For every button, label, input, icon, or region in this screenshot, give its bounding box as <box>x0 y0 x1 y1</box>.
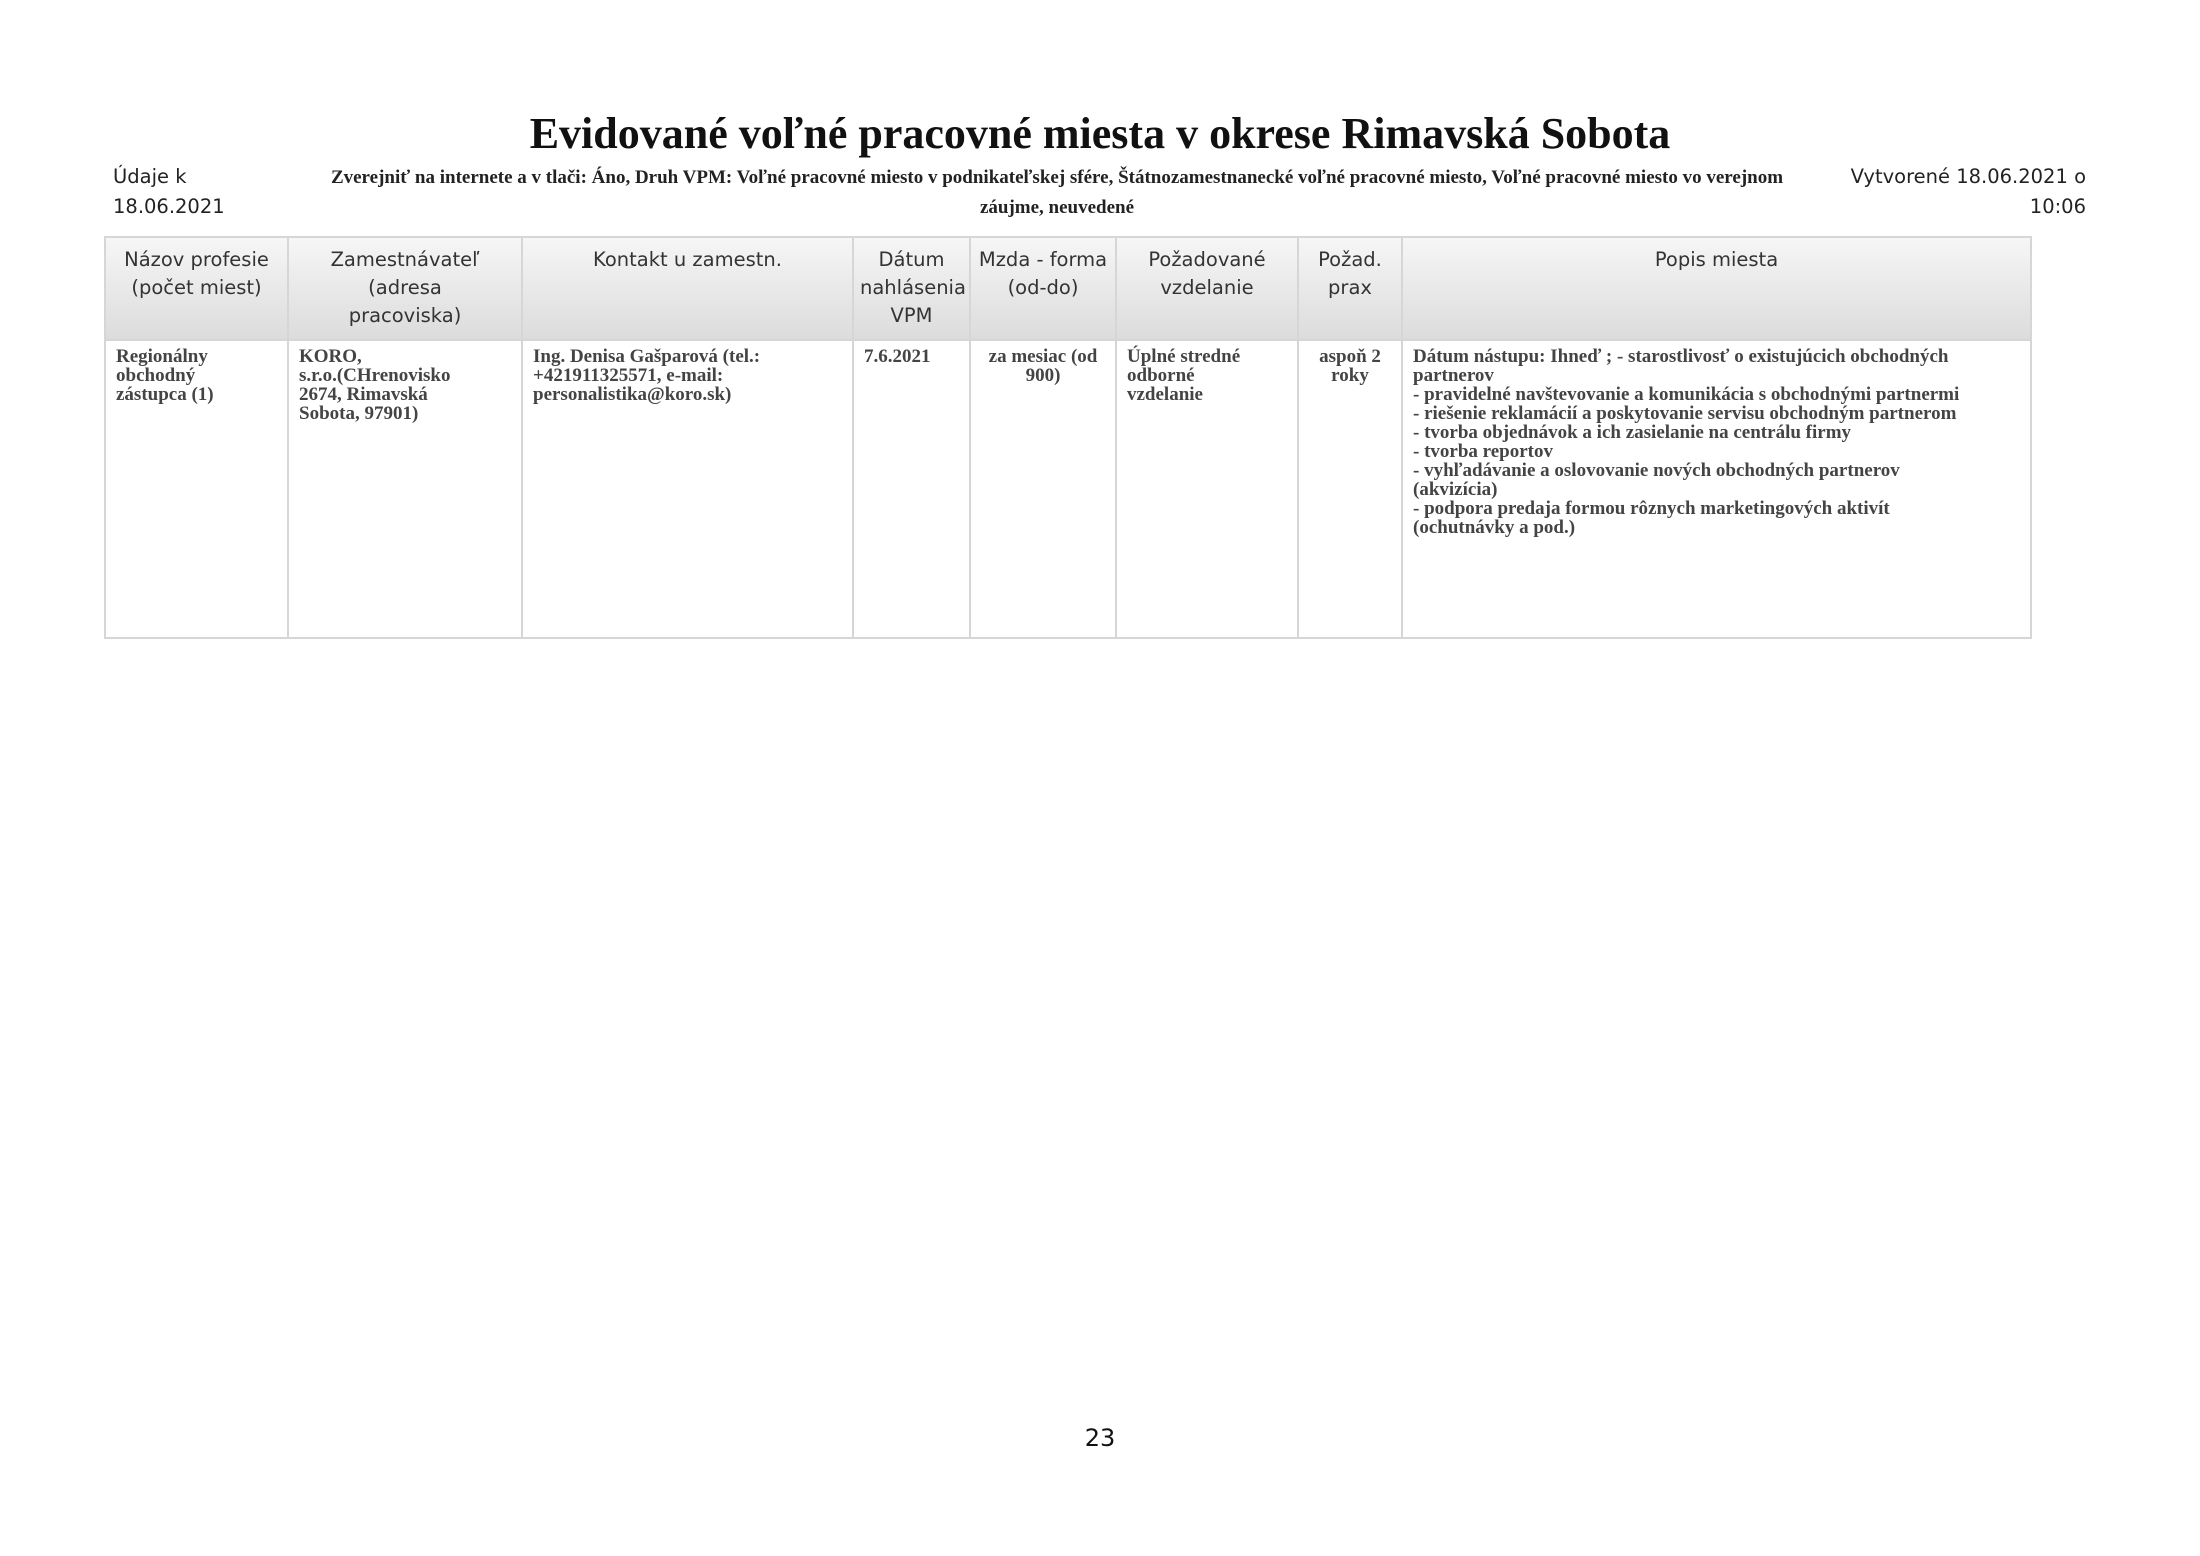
header-text: vzdelanie <box>1160 276 1254 299</box>
header-text: Požadované <box>1148 248 1266 271</box>
filter-line: Zverejniť na internete a v tlači: Áno, Druh VPM: Voľné pracovné miesto v podnikateľskej sfére, Štátnozamestnanecké voľné pracovné miesto, Voľné pracovné miesto vo verejnom <box>330 167 1784 188</box>
header-text: Zamestnávateľ (adresa <box>330 248 480 299</box>
header-text: Popis miesta <box>1654 248 1779 271</box>
cell-mzda <box>970 340 1116 638</box>
header-text: Dátum <box>878 248 945 271</box>
cell-zamestnavatel <box>288 340 522 638</box>
header-text: (počet miest) <box>131 276 262 299</box>
popis-line: - vyhľadávanie a oslovovanie nových obchodných partnerov <box>1413 460 1900 481</box>
created-line: 10:06 <box>2029 195 2086 218</box>
cell-vzdelanie <box>1116 340 1298 638</box>
cell-popis <box>1402 340 2031 638</box>
popis-line: (ochutnávky a pod.) <box>1413 517 1576 538</box>
cell-text: zástupca (1) <box>116 384 214 405</box>
cell-text: Ing. Denisa Gašparová (tel.: <box>533 346 761 367</box>
cell-text: za mesiac (od <box>988 346 1098 367</box>
header-text: nahlásenia <box>860 276 966 299</box>
page-number: 23 <box>1084 1424 1116 1452</box>
header-text: Mzda - forma <box>978 248 1108 271</box>
data-as-of <box>113 162 273 222</box>
popis-line: - tvorba reportov <box>1413 441 1554 462</box>
table-row <box>105 340 2031 638</box>
header-vzdelanie <box>1116 237 1298 340</box>
cell-text: 7.6.2021 <box>864 346 931 367</box>
cell-text: roky <box>1331 365 1369 386</box>
popis-line: partnerov <box>1413 365 1494 386</box>
cell-text: +421911325571, e-mail: <box>533 365 724 386</box>
header-text: Požad. <box>1318 248 1382 271</box>
header-kontakt <box>522 237 853 340</box>
popis-line: - podpora predaja formou rôznych marketingových aktivít <box>1413 498 1890 519</box>
cell-text: Regionálny <box>116 346 208 367</box>
header-profesia <box>105 237 288 340</box>
data-as-of-date: 18.06.2021 <box>113 195 225 218</box>
header-text: Názov profesie <box>124 248 269 271</box>
cell-datum <box>853 340 970 638</box>
popis-line: - tvorba objednávok a ich zasielanie na centrálu firmy <box>1413 422 1852 443</box>
page-title: Evidované voľné pracovné miesta v okrese Rimavská Sobota <box>529 109 1671 158</box>
popis-line: (akvizícia) <box>1413 479 1498 500</box>
table-header-row <box>105 237 2031 340</box>
header-datum <box>853 237 970 340</box>
header-text: Kontakt u zamestn. <box>593 248 782 271</box>
cell-text: s.r.o.(CHrenovisko <box>299 365 451 386</box>
popis-line: - pravidelné navštevovanie a komunikácia s obchodnými partnermi <box>1413 384 1960 405</box>
header-text: (od-do) <box>1007 276 1079 299</box>
header-text: prax <box>1328 276 1372 299</box>
cell-text: vzdelanie <box>1127 384 1203 405</box>
header-zamestnavatel <box>288 237 522 340</box>
popis-line: Dátum nástupu: Ihneď ; - starostlivosť o existujúcich obchodných <box>1413 346 1949 367</box>
cell-profesia <box>105 340 288 638</box>
header-text: VPM <box>890 304 933 327</box>
cell-text: obchodný <box>116 365 196 386</box>
filter-description <box>262 163 1852 223</box>
data-as-of-label: Údaje k <box>113 165 187 188</box>
cell-text: Úplné stredné <box>1127 346 1241 367</box>
cell-text: odborné <box>1127 365 1195 386</box>
created-line: Vytvorené 18.06.2021 o <box>1850 165 2086 188</box>
header-popis <box>1402 237 2031 340</box>
filter-line: záujme, neuvedené <box>979 197 1135 218</box>
cell-text: aspoň 2 <box>1319 346 1381 367</box>
cell-text: Sobota, 97901) <box>299 403 419 424</box>
popis-line: - riešenie reklamácií a poskytovanie servisu obchodným partnerom <box>1413 403 1957 424</box>
header-prax <box>1298 237 1402 340</box>
cell-prax <box>1298 340 1402 638</box>
cell-text: 900) <box>1025 365 1061 386</box>
vacancies-table <box>104 236 2032 639</box>
cell-kontakt <box>522 340 853 638</box>
cell-text: KORO, <box>299 346 362 367</box>
cell-text: 2674, Rimavská <box>299 384 428 405</box>
created-timestamp <box>1840 162 2086 222</box>
header-mzda <box>970 237 1116 340</box>
cell-text: personalistika@koro.sk) <box>533 384 732 405</box>
header-text: pracoviska) <box>348 304 462 327</box>
